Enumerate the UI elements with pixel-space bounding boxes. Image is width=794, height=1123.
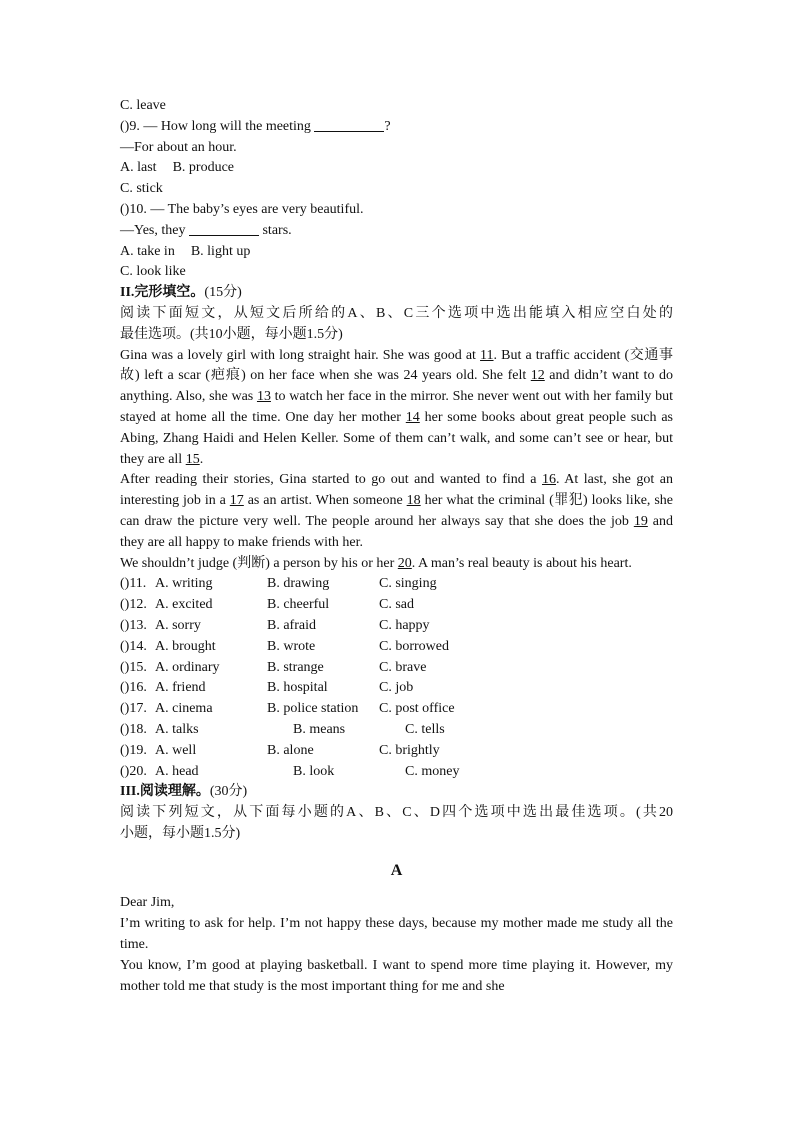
cloze-options-list xyxy=(120,574,673,782)
option-row xyxy=(120,574,673,595)
option-row xyxy=(120,741,673,762)
letter-greeting: Dear Jim, xyxy=(120,895,175,911)
option-row xyxy=(120,678,673,699)
section2-heading: II.完形填空。(15分) xyxy=(120,285,242,301)
blank-12: 12 xyxy=(530,368,545,384)
option-a: A. well xyxy=(155,742,197,758)
option-a: A. sorry xyxy=(155,617,201,633)
option-row xyxy=(120,699,673,720)
option-b: B. wrote xyxy=(267,638,316,654)
blank-11: 11 xyxy=(480,347,494,363)
option-b: B. look xyxy=(293,763,335,779)
blank-16: 16 xyxy=(542,472,556,488)
option-number: ()16. xyxy=(120,680,147,696)
section3-instruction-line2: 小题，每小题1.5分) xyxy=(120,825,241,841)
option-b: B. alone xyxy=(267,742,314,758)
option-a: A. head xyxy=(155,763,199,779)
blank-19: 19 xyxy=(633,513,648,529)
option-a: A. talks xyxy=(155,721,199,737)
blank-14: 14 xyxy=(405,409,420,425)
option-a: A. cinema xyxy=(155,701,213,717)
option-row xyxy=(120,637,673,658)
option-c: C. singing xyxy=(379,576,437,592)
q10-answer: —Yes, they stars. xyxy=(120,222,292,238)
option-b: B. strange xyxy=(267,659,324,675)
option-c: C. tells xyxy=(405,721,445,737)
letter-paragraph-1: I’m writing to ask for help. I’m not happy these days, because my mother made me study all the time. xyxy=(120,916,673,953)
letter-paragraph-2: You know, I’m good at playing basketball. I want to spend more time playing it. However, my mother told me that study is the most important thing for me and she xyxy=(120,957,673,994)
option-number: ()19. xyxy=(120,742,147,758)
option-number: ()18. xyxy=(120,721,147,737)
option-c: C. post office xyxy=(379,701,455,717)
blank-13: 13 xyxy=(256,389,271,405)
option-number: ()13. xyxy=(120,617,147,633)
blank-17: 17 xyxy=(229,493,244,509)
q9-answer: —For about an hour. xyxy=(120,139,237,155)
section2-instruction-line2: 最佳选项。(共10小题，每小题1.5分) xyxy=(120,326,343,342)
option-a: A. writing xyxy=(155,576,213,592)
option-b: B. drawing xyxy=(267,576,330,592)
option-c: C. job xyxy=(379,680,414,696)
blank-15: 15 xyxy=(185,451,200,467)
option-row xyxy=(120,658,673,679)
q10-stem: ()10. — The baby’s eyes are very beautiful. xyxy=(120,201,364,217)
option-c: C. happy xyxy=(379,617,430,633)
q9-options-ab: A. last B. produce xyxy=(120,160,234,176)
option-a: A. friend xyxy=(155,680,206,696)
option-number: ()17. xyxy=(120,701,147,717)
q9-blank[interactable] xyxy=(314,117,384,132)
passage-paragraph-2: After reading their stories, Gina started to go out and wanted to find a 16. At last, she got an interesting job in a 17 as an artist. When someone 18 her what the criminal (罪犯) looks like, she can draw the picture very well. The people around her always say that she does the job 19 and they are all happy to make friends with her. xyxy=(120,472,673,550)
passage-paragraph-1: Gina was a lovely girl with long straight hair. She was good at 11. But a traffic accident (交通事故) left a scar (疤痕) on her face when she was 24 years old. She felt 12 and didn’t want to do anything. Also, she was 13 to watch her face in the mirror. She never went out with her family but stayed at home all the time. One day her mother 14 her some books about great people such as Abing, Zhang Haidi and Helen Keller. Some of them can’t walk, and some can’t see or hear, but they are all 15. xyxy=(120,347,673,467)
option-c: C. brave xyxy=(379,659,427,675)
q10-options-ab: A. take in B. light up xyxy=(120,243,251,259)
option-row xyxy=(120,616,673,637)
section3-heading: III.阅读理解。(30分) xyxy=(120,784,248,800)
option-b: B. afraid xyxy=(267,617,316,633)
option-row xyxy=(120,720,673,741)
option-a: A. brought xyxy=(155,638,216,654)
option-row xyxy=(120,595,673,616)
option-row xyxy=(120,762,673,783)
q10-option-c: C. look like xyxy=(120,264,186,280)
blank-18: 18 xyxy=(406,493,421,509)
option-c: C. borrowed xyxy=(379,638,449,654)
section2-instruction-line1: 阅读下面短文，从短文后所给的A、B、C三个选项中选出能填入相应空白处的 xyxy=(120,305,673,321)
option-number: ()11. xyxy=(120,576,147,592)
option-number: ()20. xyxy=(120,763,147,779)
passage-a-heading: A xyxy=(390,861,403,879)
q8-option-c: C. leave xyxy=(120,98,166,113)
option-b: B. means xyxy=(293,721,346,737)
option-b: B. cheerful xyxy=(267,597,330,613)
q9-stem: ()9. — How long will the meeting ? xyxy=(120,118,391,134)
option-number: ()15. xyxy=(120,659,147,675)
section3-instruction-line1: 阅读下列短文，从下面每小题的A、B、C、D四个选项中选出最佳选项。(共20 xyxy=(120,805,673,821)
option-c: C. brightly xyxy=(379,742,440,758)
option-number: ()12. xyxy=(120,597,147,613)
option-b: B. police station xyxy=(267,701,359,717)
blank-20: 20 xyxy=(397,555,412,571)
option-number: ()14. xyxy=(120,638,147,654)
passage-paragraph-3: We shouldn’t judge (判断) a person by his or her 20. A man’s real beauty is about his heart. xyxy=(120,555,632,571)
option-a: A. ordinary xyxy=(155,659,220,675)
option-c: C. money xyxy=(405,763,460,779)
q9-option-c: C. stick xyxy=(120,181,163,197)
option-a: A. excited xyxy=(155,597,213,613)
document-page xyxy=(120,96,673,997)
option-b: B. hospital xyxy=(267,680,328,696)
option-c: C. sad xyxy=(379,597,414,613)
q10-blank[interactable] xyxy=(189,221,259,236)
